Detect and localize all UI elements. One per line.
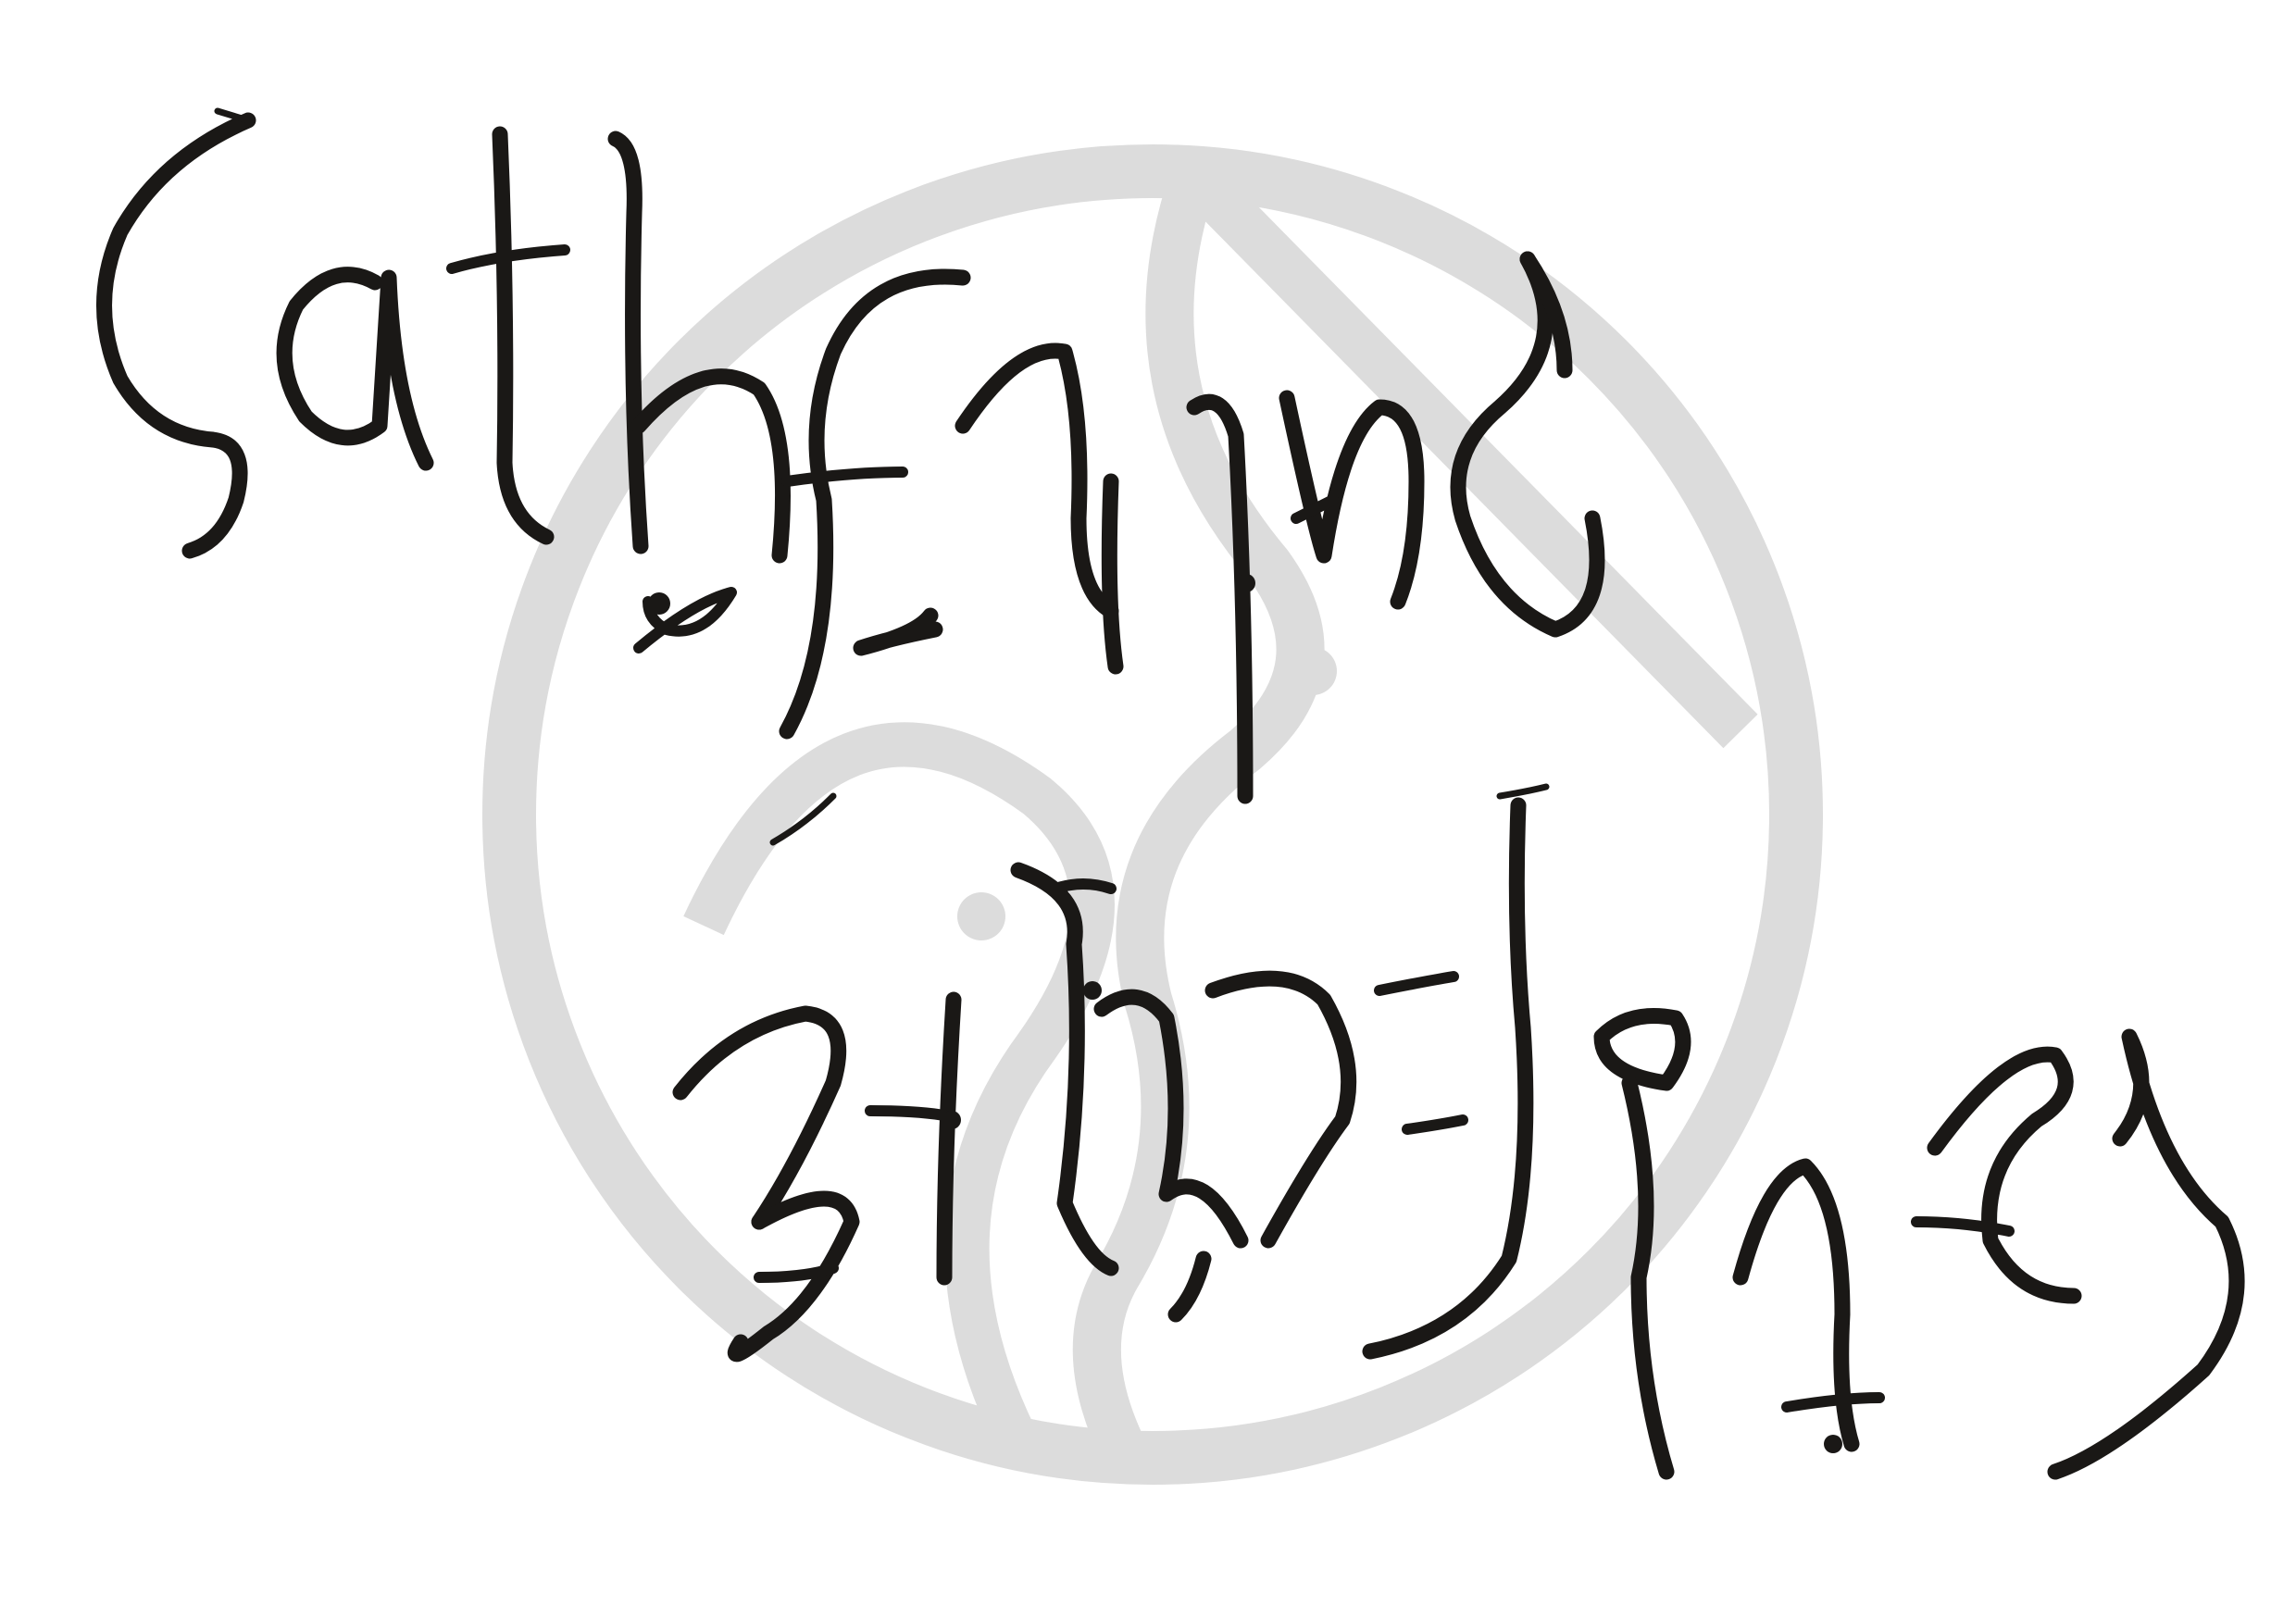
lettering-line-zeta-jones <box>680 787 2237 1472</box>
lettering-line-catherine <box>105 111 1598 842</box>
